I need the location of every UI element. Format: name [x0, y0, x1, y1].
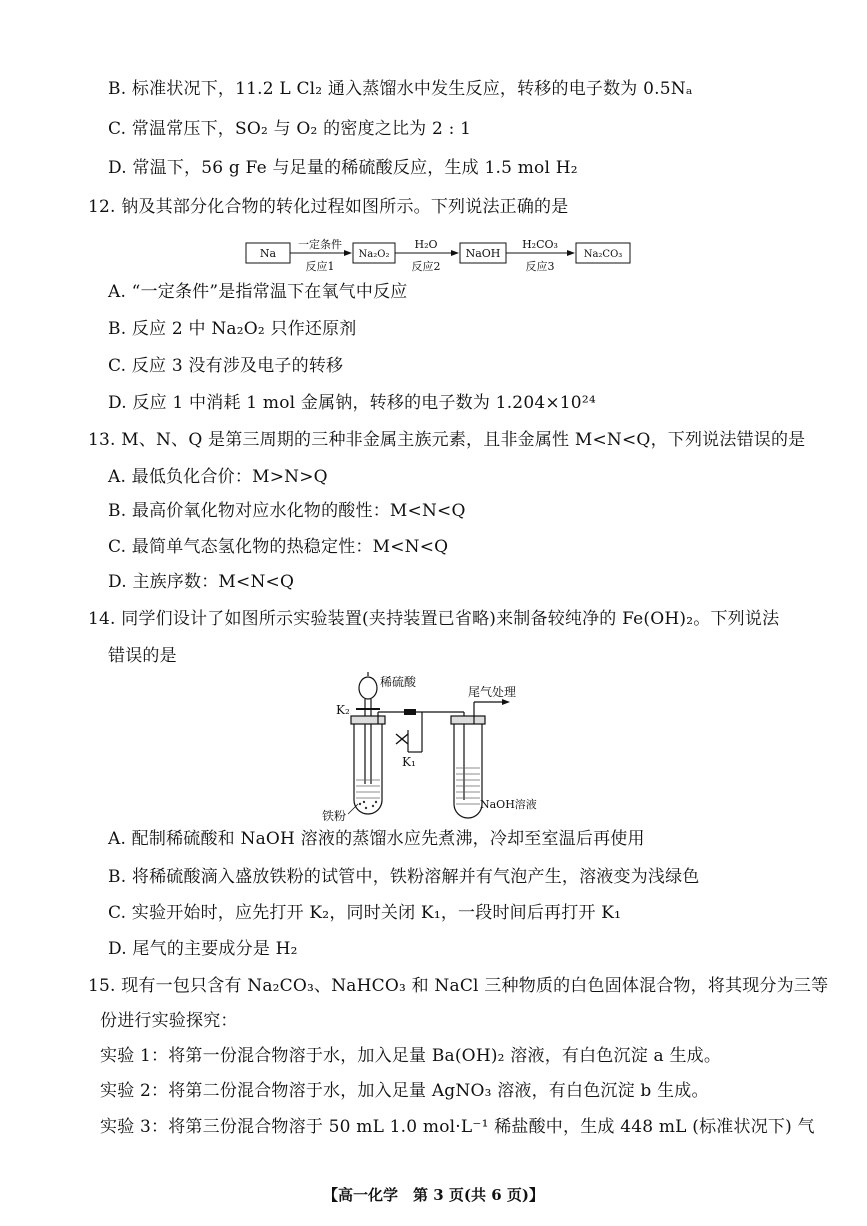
scheme-label-naoh: NaOH [465, 247, 501, 260]
q14-option-b: B. 将稀硫酸滴入盛放铁粉的试管中，铁粉溶解并有气泡产生，溶液变为浅绿色 [108, 867, 700, 887]
question-15-stem-continued: 份进行实验探究： [100, 1011, 238, 1031]
right-stopper [451, 716, 485, 724]
scheme-reaction-2: 反应2 [411, 260, 441, 273]
q14-option-a: A. 配制稀硫酸和 NaOH 溶液的蒸馏水应先煮沸，冷却至室温后再使用 [108, 829, 645, 849]
scheme-condition-1: 一定条件 [298, 238, 342, 251]
q14-option-d: D. 尾气的主要成分是 H₂ [108, 939, 298, 959]
q12-option-b: B. 反应 2 中 Na₂O₂ 只作还原剂 [108, 319, 357, 339]
tube-connector [404, 709, 416, 715]
question-15-stem: 15. 现有一包只含有 Na₂CO₃、NaHCO₃ 和 NaCl 三种物质的白色固体混合物，将其现分为三等 [88, 976, 829, 996]
q12-option-a: A. “一定条件”是指常温下在氧气中反应 [108, 282, 408, 302]
experiment-3: 实验 3：将第三份混合物溶于 50 mL 1.0 mol·L⁻¹ 稀盐酸中，生成 448 mL (标准状况下) 气 [100, 1117, 815, 1137]
scheme-reaction-1: 反应1 [305, 260, 335, 273]
left-test-tube [354, 724, 382, 814]
label-exhaust-treatment: 尾气处理 [468, 685, 517, 699]
separatory-funnel-bulb [359, 677, 377, 699]
q13-option-a: A. 最低负化合价：M>N>Q [108, 467, 328, 487]
question-13-stem: 13. M、N、Q 是第三周期的三种非金属主族元素，且非金属性 M<N<Q，下列说法错误的是 [88, 430, 806, 450]
label-k2: K₂ [336, 703, 350, 717]
q12-option-d: D. 反应 1 中消耗 1 mol 金属钠，转移的电子数为 1.204×10²⁴ [108, 393, 596, 413]
sodium-conversion-scheme [240, 230, 640, 278]
fe-oh2-apparatus [318, 672, 588, 824]
q13-option-c: C. 最简单气态氢化物的热稳定性：M<N<Q [108, 537, 449, 557]
scheme-condition-2: H₂O [414, 238, 438, 251]
question-14-stem: 14. 同学们设计了如图所示实验装置(夹持装置已省略)来制备较纯净的 Fe(OH)₂。下列说法 [88, 609, 780, 629]
k1-clamp [396, 734, 408, 744]
page-footer: 【高一化学 第 3 页(共 6 页)】 [323, 1186, 544, 1204]
q11-option-d: D. 常温下，56 g Fe 与足量的稀硫酸反应，生成 1.5 mol H₂ [108, 158, 578, 178]
question-12-stem: 12. 钠及其部分化合物的转化过程如图所示。下列说法正确的是 [88, 197, 569, 217]
label-dilute-sulfuric-acid: 稀硫酸 [380, 675, 417, 689]
experiment-2: 实验 2：将第二份混合物溶于水，加入足量 AgNO₃ 溶液，有白色沉淀 b 生成。 [100, 1081, 709, 1101]
q12-option-c: C. 反应 3 没有涉及电子的转移 [108, 356, 344, 376]
scheme-label-na2o2: Na₂O₂ [358, 249, 390, 260]
q13-option-b: B. 最高价氧化物对应水化物的酸性：M<N<Q [108, 501, 466, 521]
label-iron-powder: 铁粉 [322, 809, 347, 823]
scheme-reaction-3: 反应3 [525, 260, 555, 273]
question-14-stem-continued: 错误的是 [108, 646, 177, 666]
scheme-condition-3: H₂CO₃ [522, 238, 558, 251]
left-stopper [351, 716, 385, 724]
q13-option-d: D. 主族序数：M<N<Q [108, 572, 295, 592]
label-naoh-solution: NaOH溶液 [480, 798, 537, 811]
scheme-label-na: Na [259, 247, 277, 260]
q14-option-c: C. 实验开始时，应先打开 K₂，同时关闭 K₁，一段时间后再打开 K₁ [108, 903, 622, 923]
q11-option-c: C. 常温常压下，SO₂ 与 O₂ 的密度之比为 2 : 1 [108, 119, 472, 139]
scheme-label-na2co3: Na₂CO₃ [583, 249, 623, 260]
experiment-1: 实验 1：将第一份混合物溶于水，加入足量 Ba(OH)₂ 溶液，有白色沉淀 a 生成。 [100, 1046, 722, 1066]
q11-option-b: B. 标准状况下，11.2 L Cl₂ 通入蒸馏水中发生反应，转移的电子数为 0.5Nₐ [108, 79, 693, 99]
label-k1: K₁ [402, 755, 416, 769]
